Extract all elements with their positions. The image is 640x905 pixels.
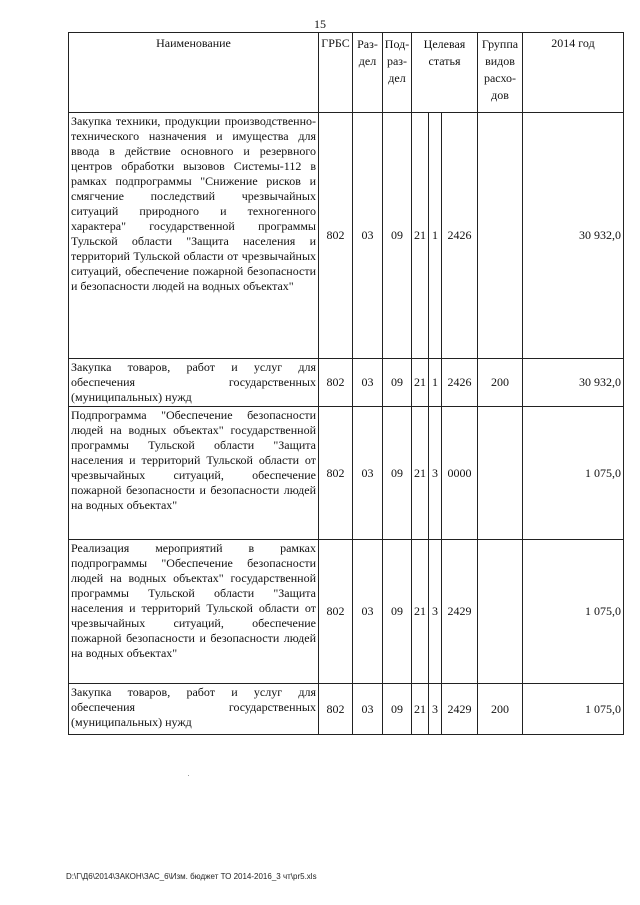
row-amount: 1 075,0 [523,684,624,735]
row-target-program: 21 [412,540,429,684]
row-target-program: 21 [412,684,429,735]
row-target-program: 21 [412,359,429,407]
row-target-subprogram: 3 [429,407,442,540]
row-podrazdel: 09 [383,407,412,540]
row-name: Подпрограмма "Обеспечение безопасности людей на водных объектах" государственной программы Тульской области "Защита населения и территорий Тульской области от чрезвычайных ситуаций, обеспечение пожарной безопасности и безопасности людей на водных объектах" [69,407,319,540]
row-razdel: 03 [353,540,383,684]
row-grbs: 802 [319,359,353,407]
row-podrazdel: 09 [383,359,412,407]
footer-file-path: D:\Г\Д6\2014\ЗАКОН\ЗАС_6\Изм. бюджет ТО 2014-2016_3 чт\pr5.xls [66,872,317,881]
table-row [69,684,624,735]
scan-speck [188,775,189,776]
row-expense-group [478,540,523,684]
row-amount: 30 932,0 [523,359,624,407]
row-expense-group [478,407,523,540]
row-name: Закупка товаров, работ и услуг для обеспечения государственных (муниципальных) нужд [69,684,319,735]
row-target-item: 2426 [442,113,478,359]
row-grbs: 802 [319,684,353,735]
table-row [69,113,624,359]
row-target-item: 2426 [442,359,478,407]
row-name: Реализация мероприятий в рамках подпрограммы "Обеспечение безопасности людей на водных объектах" государственной программы Тульской области "Защита населения и территорий Тульской области от чрезвычайных ситуаций, обеспечение пожарной безопасности и безопасности людей на водных объектах" [69,540,319,684]
row-name: Закупка техники, продукции производственно-технического назначения и имущества для ввода в действие основного и резервного центров обработки вызовов Системы-112 в рамках подпрограммы "Снижение рисков и смягчение последствий чрезвычайных ситуаций природного и техногенного характера" государственной программы Тульской области "Защита населения и территорий Тульской области от чрезвычайных ситуаций, обеспечение пожарной безопасности и безопасности людей на водных объектах" [69,113,319,359]
table-row [69,407,624,540]
table-row [69,540,624,684]
row-razdel: 03 [353,113,383,359]
row-razdel: 03 [353,407,383,540]
header-grbs: ГРБС [319,33,353,113]
row-amount: 1 075,0 [523,407,624,540]
header-row [69,33,624,113]
row-podrazdel: 09 [383,540,412,684]
row-target-program: 21 [412,407,429,540]
row-podrazdel: 09 [383,684,412,735]
row-amount: 1 075,0 [523,540,624,684]
row-target-item: 0000 [442,407,478,540]
row-expense-group: 200 [478,359,523,407]
row-name: Закупка товаров, работ и услуг для обеспечения государственных (муниципальных) нужд [69,359,319,407]
page-number: 15 [314,17,326,31]
budget-table [68,32,624,735]
row-target-subprogram: 3 [429,540,442,684]
header-podrazdel: Под-раз-дел [383,33,412,113]
row-grbs: 802 [319,407,353,540]
header-expense-group: Группа видов расхо-дов [478,33,523,113]
row-target-subprogram: 1 [429,113,442,359]
row-grbs: 802 [319,113,353,359]
table-row [69,359,624,407]
header-razdel: Раз-дел [353,33,383,113]
row-target-program: 21 [412,113,429,359]
row-target-item: 2429 [442,540,478,684]
header-name: Наименование [69,33,319,113]
row-target-item: 2429 [442,684,478,735]
row-razdel: 03 [353,684,383,735]
row-target-subprogram: 1 [429,359,442,407]
row-grbs: 802 [319,540,353,684]
header-year-2014: 2014 год [523,33,624,113]
row-razdel: 03 [353,359,383,407]
header-target-article: Целевая статья [412,33,478,113]
row-expense-group [478,113,523,359]
row-target-subprogram: 3 [429,684,442,735]
row-expense-group: 200 [478,684,523,735]
row-podrazdel: 09 [383,113,412,359]
row-amount: 30 932,0 [523,113,624,359]
